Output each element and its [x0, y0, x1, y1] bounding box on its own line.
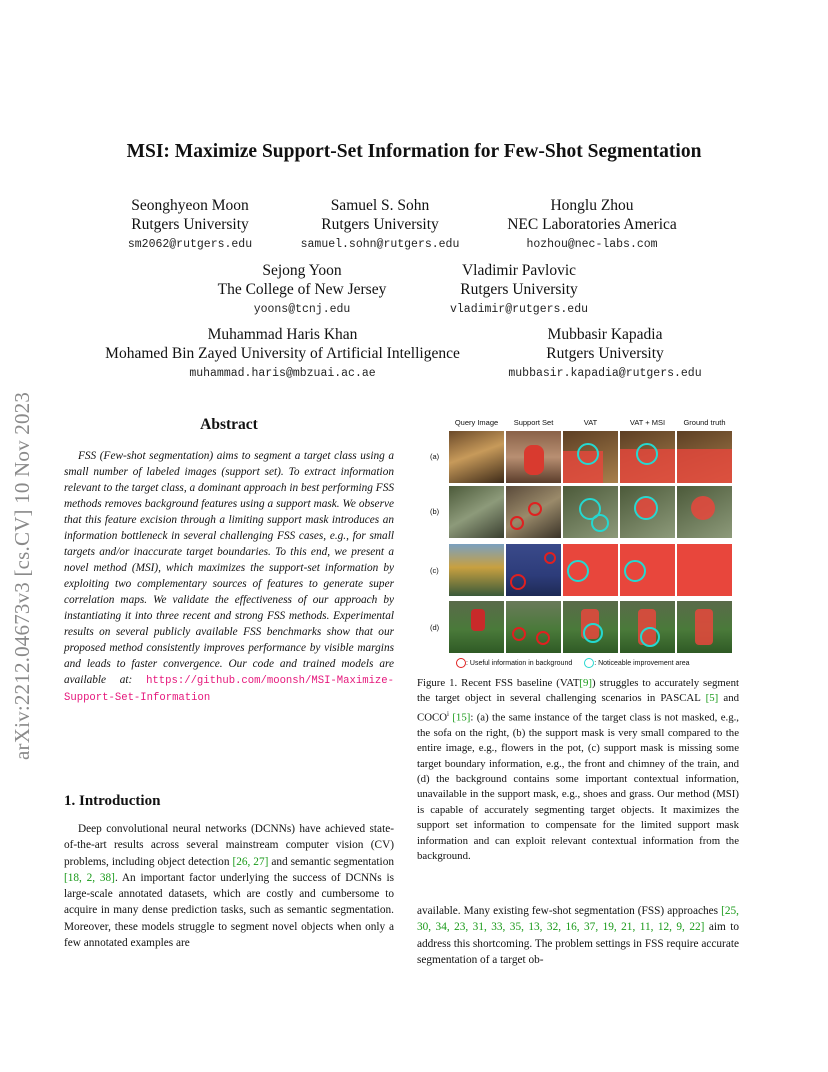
arxiv-identifier: arXiv:2212.04673v3 [cs.CV] 10 Nov 2023	[10, 391, 34, 760]
vat-msi-result-b	[620, 486, 675, 538]
author-block	[434, 261, 604, 321]
abstract-body-text: FSS (Few-shot segmentation) aims to segment a target class using a small number of labeled images (support set). To extract information relevant to the target class, a dominant approach in best performing FSS methods removes background features using a support mask. We observe that this feature excision through a limiting support mask introduces an information bottleneck in several challenging FSS cases, e.g., for small targets and/or inaccurate target boundaries. To this end, we present a novel method (MSI), which maximizes the support-set information by exploiting two complementary sources of features to generate super correlation maps. We validate the effectiveness of our approach by instantiating it into three recent and strong FSS methods. Experimental results on several publicly available FSS benchmarks show that our proposed method consistently improves performance by visible margins and leads to faster convergence. Our code and trained models are available at:	[64, 450, 394, 686]
vat-result-c	[563, 544, 618, 596]
vat-msi-result-c	[620, 544, 675, 596]
abstract-heading: Abstract	[200, 416, 258, 433]
column-header: Support Set	[513, 418, 554, 427]
query-image-b	[449, 486, 504, 538]
body-text: available. Many existing few-shot segmentation (FSS) approaches	[417, 905, 722, 917]
intro-text: and semantic segmentation	[268, 855, 394, 868]
superscript: i	[447, 709, 449, 718]
author-name: Muhammad Haris Khan	[207, 326, 358, 343]
column-header: Query Image	[454, 418, 499, 427]
caption-text: and COCO	[417, 692, 739, 724]
vat-msi-result-d	[620, 601, 675, 653]
red-circle-icon	[456, 658, 466, 668]
section-heading-introduction: 1. Introduction	[64, 793, 161, 809]
citation-link[interactable]: [15]	[452, 711, 471, 724]
column-header: VAT + MSI	[629, 418, 666, 427]
support-image-a	[506, 431, 561, 483]
cyan-circle-icon	[584, 658, 594, 668]
author-email[interactable]: yoons@tcnj.edu	[253, 303, 351, 316]
paper-title: MSI: Maximize Support-Set Information for Few-Shot Segmentation	[126, 141, 702, 162]
support-image-c	[506, 544, 561, 596]
citation-link[interactable]: [26, 27]	[232, 855, 269, 868]
introduction-paragraph	[64, 821, 394, 951]
author-block	[496, 196, 688, 256]
author-affiliation: Rutgers University	[546, 345, 664, 362]
figure-legend	[456, 658, 690, 668]
row-label: (c)	[430, 566, 439, 575]
ground-truth-b	[677, 486, 732, 538]
author-affiliation: Mohamed Bin Zayed University of Artificial Intelligence	[105, 345, 460, 362]
author-name: Vladimir Pavlovic	[461, 262, 577, 279]
support-image-d	[506, 601, 561, 653]
row-label: (a)	[430, 452, 440, 461]
caption-text: ) struggles to accurately segment the target object in several challenging scenarios in PASCAL	[417, 677, 739, 705]
author-email[interactable]: samuel.sohn@rutgers.edu	[300, 238, 460, 251]
column-header: VAT	[583, 418, 598, 427]
author-affiliation: Rutgers University	[321, 216, 439, 233]
query-image-c	[449, 544, 504, 596]
author-email[interactable]: sm2062@rutgers.edu	[127, 238, 253, 251]
author-email[interactable]: vladimir@rutgers.edu	[449, 303, 589, 316]
caption-text: : (a) the same instance of the target class is not masked, e.g., the sofa on the right, (b) the support mask is very small compared to the entire image, e.g., flowers in the pot, (c) support mask is missing some target boundary information, e.g., the front and chimney of the train, and (d) the background contains some important contextual information, unavailable in the support mask, e.g., shoes and grass. Our method (MSI) is capable of accurately segmenting target objects. It maximizes the support set information to compensate for the limited support mask information and can exploit relevant contextual information from the background.	[417, 711, 739, 863]
author-block	[290, 196, 470, 256]
author-block	[202, 261, 402, 321]
author-name: Mubbasir Kapadia	[547, 326, 663, 343]
caption-text: Figure 1. Recent FSS baseline (VAT	[417, 677, 580, 689]
figure-caption	[417, 676, 739, 864]
vat-result-a	[563, 431, 618, 483]
query-image-d	[449, 601, 504, 653]
author-email[interactable]: hozhou@nec-labs.com	[526, 238, 658, 251]
column-header: Ground truth	[683, 418, 726, 427]
legend-cyan-label: : Noticeable improvement area	[594, 659, 690, 667]
author-affiliation: Rutgers University	[131, 216, 249, 233]
row-label: (b)	[430, 507, 440, 516]
abstract-section	[64, 416, 394, 706]
author-name: Samuel S. Sohn	[330, 197, 430, 214]
citation-link[interactable]: [18, 2, 38]	[64, 871, 115, 884]
author-affiliation: The College of New Jersey	[217, 281, 387, 298]
legend-red-label: : Useful information in background	[466, 659, 573, 667]
ground-truth-c	[677, 544, 732, 596]
query-image-a	[449, 431, 504, 483]
row-label: (d)	[430, 623, 440, 632]
citation-link[interactable]: [25, 30, 34, 23, 31, 33, 35, 13, 32, 16, 37, 19, 21, 11, 12, 9, 22]	[417, 905, 739, 934]
vat-result-b	[563, 486, 618, 538]
author-affiliation: NEC Laboratories America	[507, 216, 677, 233]
author-name: Seonghyeon Moon	[131, 197, 249, 214]
code-link[interactable]: https://github.com/moonsh/MSI-Maximize-Support-Set-Information	[64, 675, 394, 704]
abstract-text	[64, 448, 394, 706]
author-block	[90, 325, 475, 385]
intro-text: . An important factor underlying the success of DCNNs is large-scale annotated datasets, which are costly and cumbersome to acquire in many dense prediction tasks, such as semantic segmentation. Moreover, these models struggle to segment novel objects when only a few annotated examples are	[64, 871, 394, 950]
author-affiliation: Rutgers University	[460, 281, 578, 298]
author-name: Honglu Zhou	[550, 197, 634, 214]
figure-1	[426, 418, 736, 670]
ground-truth-d	[677, 601, 732, 653]
body-text: aim to address this shortcoming. The problem settings in FSS require accurate segmentation of a target ob-	[417, 921, 739, 966]
citation-link[interactable]: [5]	[705, 692, 719, 705]
support-image-b	[506, 486, 561, 538]
intro-text: Deep convolutional neural networks (DCNNs) have achieved state-of-the-art results across several mainstream computer vision (CV) problems, including object detection	[64, 823, 394, 868]
author-email[interactable]: muhammad.haris@mbzuai.ac.ae	[189, 367, 376, 380]
author-name: Sejong Yoon	[262, 262, 342, 279]
author-block	[500, 325, 710, 385]
vat-result-d	[563, 601, 618, 653]
ground-truth-a	[677, 431, 732, 483]
author-email[interactable]: mubbasir.kapadia@rutgers.edu	[508, 367, 702, 380]
citation-link[interactable]: [9]	[579, 677, 593, 689]
author-block	[110, 196, 270, 256]
vat-msi-result-a	[620, 431, 675, 483]
introduction-continued	[417, 903, 739, 968]
